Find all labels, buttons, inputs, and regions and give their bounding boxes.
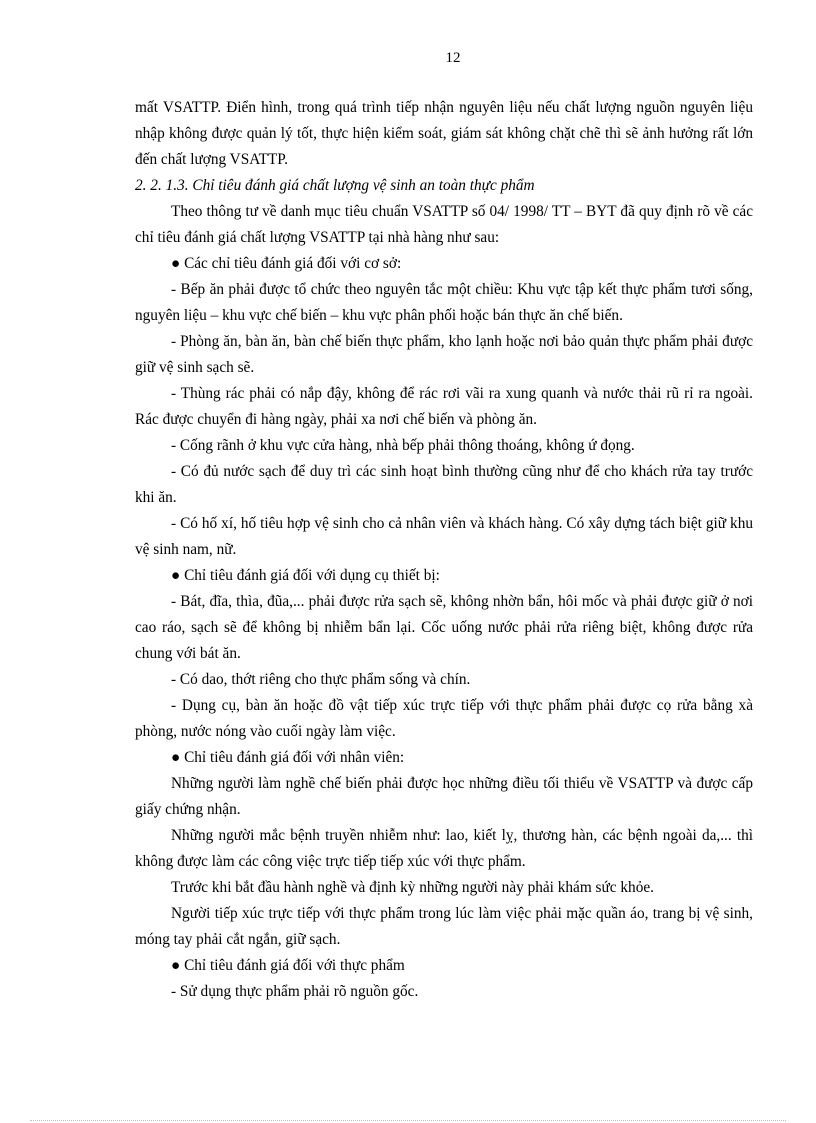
- bullet-heading: ● Chỉ tiêu đánh giá đối với nhân viên:: [171, 749, 405, 766]
- footer-divider: [30, 1120, 786, 1121]
- list-item: - Dụng cụ, bàn ăn hoặc đồ vật tiếp xúc trực tiếp với thực phẩm phải được cọ rửa bằng xà phòng, nước nóng vào cuối ngày làm việc.: [135, 697, 753, 740]
- list-item: - Sử dụng thực phẩm phải rõ nguồn gốc.: [171, 983, 419, 1000]
- list-item: - Có dao, thớt riêng cho thực phẩm sống và chín.: [171, 671, 471, 688]
- list-item: - Có hố xí, hố tiêu hợp vệ sinh cho cả nhân viên và khách hàng. Có xây dựng tách biệt giữ khu vệ sinh nam, nữ.: [135, 515, 753, 558]
- list-item: - Bếp ăn phải được tổ chức theo nguyên tắc một chiều: Khu vực tập kết thực phẩm tươi sống, nguyên liệu – khu vực chế biến – khu vực phân phối hoặc bán thực ăn chế biến.: [135, 281, 753, 324]
- paragraph: Những người mắc bệnh truyền nhiễm như: lao, kiết lỵ, thương hàn, các bệnh ngoài da,... thì không được làm các công việc trực tiếp tiếp xúc với thực phẩm.: [135, 827, 753, 870]
- page-number: 12: [445, 50, 461, 66]
- document-body: [135, 95, 753, 1005]
- bullet-heading: ● Các chỉ tiêu đánh giá đối với cơ sở:: [171, 255, 402, 272]
- paragraph: mất VSATTP. Điển hình, trong quá trình tiếp nhận nguyên liệu nếu chất lượng nguồn nguyên liệu nhập không được quản lý tốt, thực hiện kiểm soát, giám sát không chặt chẽ thì sẽ ảnh hưởng rất lớn đến chất lượng VSATTP.: [135, 99, 753, 168]
- list-item: - Có đủ nước sạch để duy trì các sinh hoạt bình thường cũng như để cho khách rửa tay trước khi ăn.: [135, 463, 753, 506]
- section-heading: 2. 2. 1.3. Chỉ tiêu đánh giá chất lượng vệ sinh an toàn thực phẩm: [135, 177, 535, 194]
- paragraph: Trước khi bắt đầu hành nghề và định kỳ những người này phải khám sức khỏe.: [171, 879, 654, 896]
- list-item: - Phòng ăn, bàn ăn, bàn chế biến thực phẩm, kho lạnh hoặc nơi bảo quản thực phẩm phải được giữ vệ sinh sạch sẽ.: [135, 333, 753, 376]
- list-item: - Cống rãnh ở khu vực cửa hàng, nhà bếp phải thông thoáng, không ứ đọng.: [171, 437, 635, 454]
- paragraph: Những người làm nghề chế biến phải được học những điều tối thiểu về VSATTP và được cấp giấy chứng nhận.: [135, 775, 753, 818]
- list-item: - Thùng rác phải có nắp đậy, không để rác rơi vãi ra xung quanh và nước thải rũ rỉ ra ngoài. Rác được chuyển đi hàng ngày, phải xa nơi chế biến và phòng ăn.: [135, 385, 753, 428]
- bullet-heading: ● Chỉ tiêu đánh giá đối với thực phẩm: [171, 957, 405, 974]
- list-item: - Bát, đĩa, thìa, đũa,... phải được rửa sạch sẽ, không nhờn bẩn, hôi mốc và phải được giữ ở nơi cao ráo, sạch sẽ để không bị nhiễm bẩn lại. Cốc uống nước phải rửa riêng biệt, không được rửa chung với bát ăn.: [135, 593, 753, 662]
- paragraph: Theo thông tư về danh mục tiêu chuẩn VSATTP số 04/ 1998/ TT – BYT đã quy định rõ về các chỉ tiêu đánh giá chất lượng VSATTP tại nhà hàng như sau:: [135, 203, 753, 246]
- paragraph: Người tiếp xúc trực tiếp với thực phẩm trong lúc làm việc phải mặc quần áo, trang bị vệ sinh, móng tay phải cắt ngắn, giữ sạch.: [135, 905, 753, 948]
- bullet-heading: ● Chỉ tiêu đánh giá đối với dụng cụ thiết bị:: [171, 567, 440, 584]
